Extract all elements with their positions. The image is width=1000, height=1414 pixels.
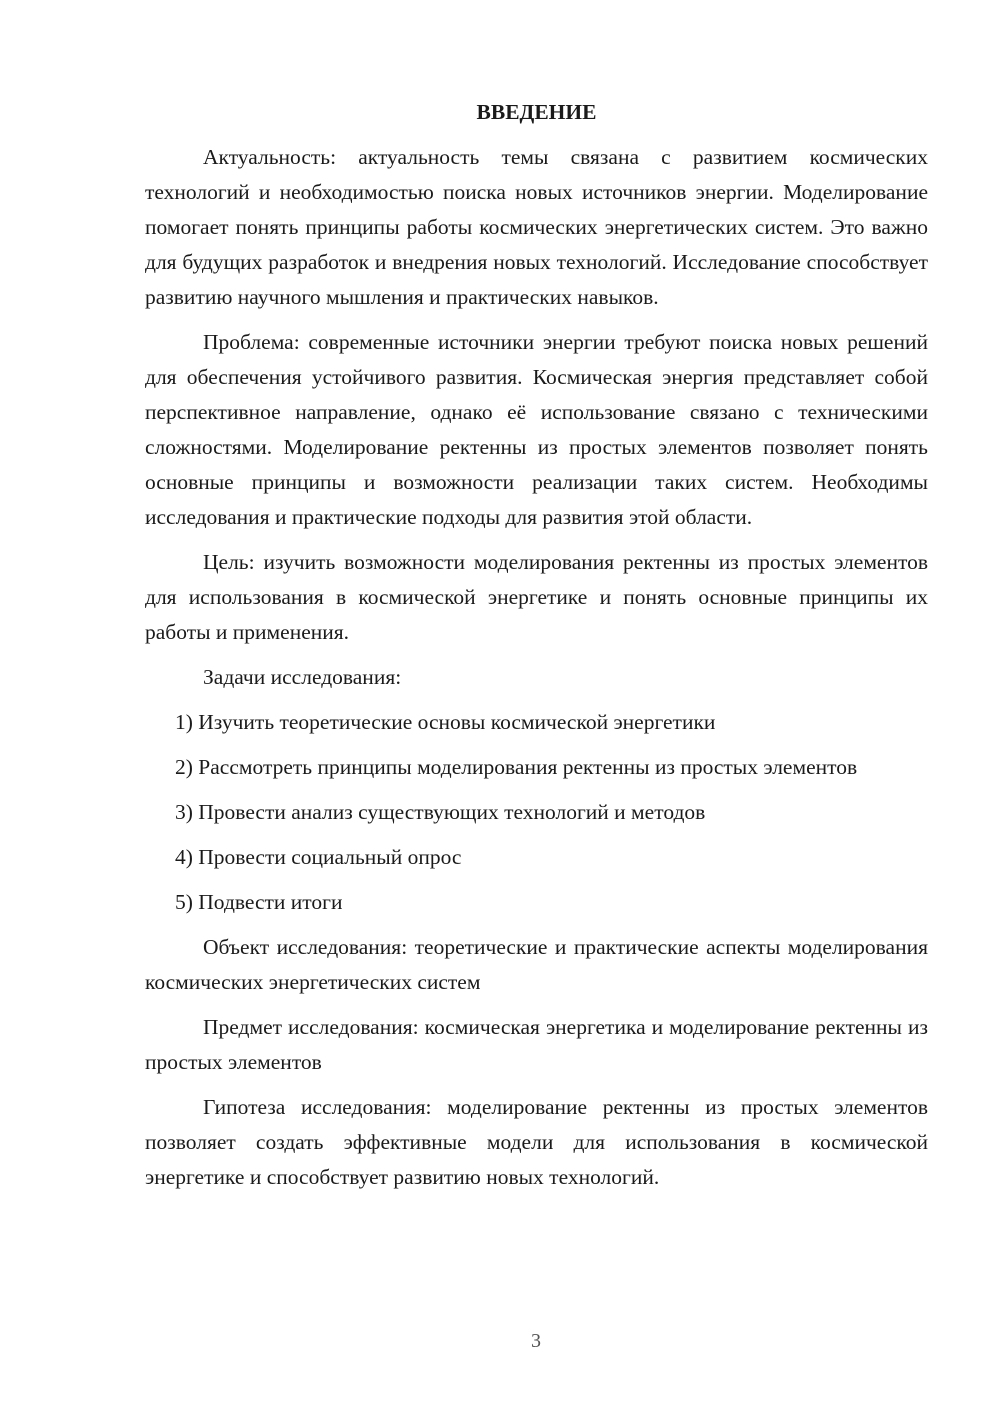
task-item-3: 3) Провести анализ существующих технологий и методов	[175, 800, 706, 824]
page-title: ВВЕДЕНИЕ	[476, 100, 597, 124]
task-item-1: 1) Изучить теоретические основы космической энергетики	[175, 710, 716, 734]
task-item-4: 4) Провести социальный опрос	[175, 845, 462, 869]
paragraph-subject: Предмет исследования: космическая энергетика и моделирование ректенны из простых элементов	[145, 1015, 928, 1074]
task-item-5: 5) Подвести итоги	[175, 890, 343, 914]
paragraph-goal: Цель: изучить возможности моделирования ректенны из простых элементов для использования в космической энергетике и понять основные принципы их работы и применения.	[145, 550, 928, 644]
paragraph-object: Объект исследования: теоретические и практические аспекты моделирования космических энергетических систем	[145, 935, 928, 994]
paragraph-problem: Проблема: современные источники энергии требуют поиска новых решений для обеспечения устойчивого развития. Космическая энергия представляет собой перспективное направление, однако её использование связано с техническими сложностями. Моделирование ректенны из простых элементов позволяет понять основные принципы и возможности реализации таких систем. Необходимы исследования и практические подходы для развития этой области.	[145, 330, 928, 529]
tasks-heading: Задачи исследования:	[203, 665, 402, 689]
page-content	[145, 95, 928, 1205]
paragraph-relevance: Актуальность: актуальность темы связана с развитием космических технологий и необходимостью поиска новых источников энергии. Моделирование помогает понять принципы работы космических энергетических систем. Это важно для будущих разработок и внедрения новых технологий. Исследование способствует развитию научного мышления и практических навыков.	[145, 145, 928, 309]
task-item-2: 2) Рассмотреть принципы моделирования ректенны из простых элементов	[175, 755, 858, 779]
page-number: 3	[531, 1330, 541, 1352]
paragraph-hypothesis: Гипотеза исследования: моделирование ректенны из простых элементов позволяет создать эффективные модели для использования в космической энергетике и способствует развитию новых технологий.	[145, 1095, 928, 1189]
